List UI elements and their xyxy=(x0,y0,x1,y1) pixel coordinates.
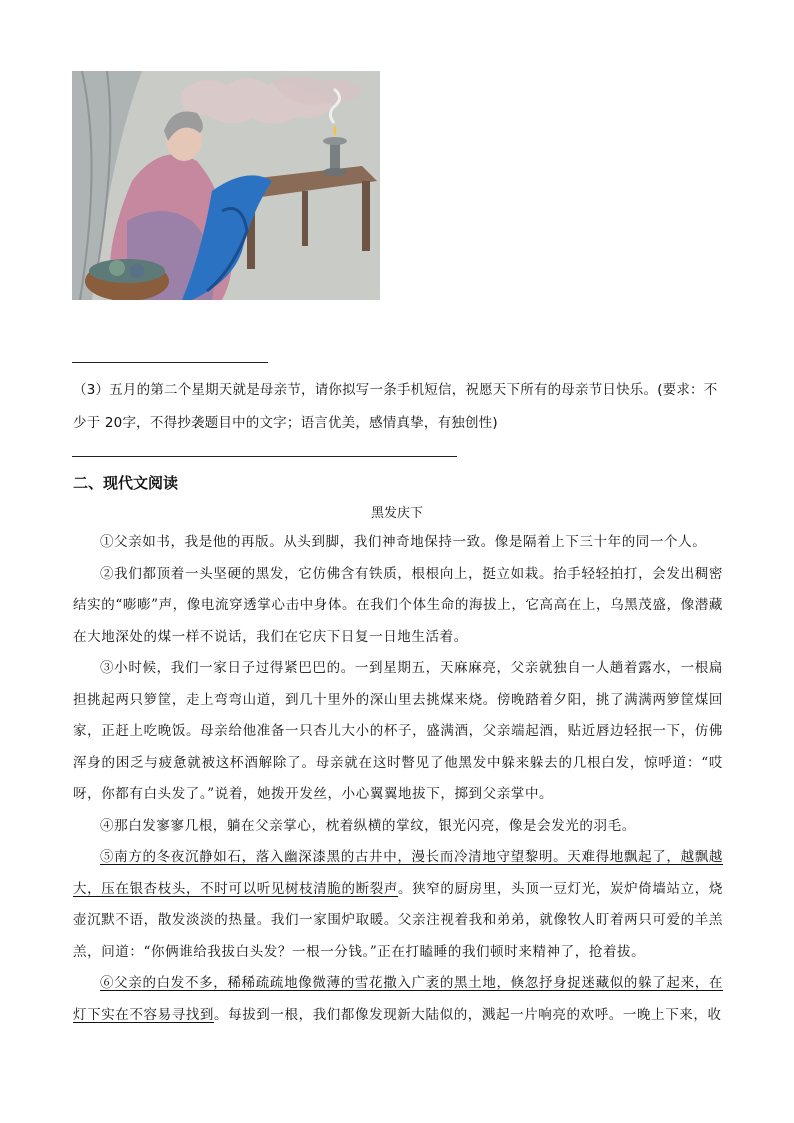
section-heading: 二、现代文阅读 xyxy=(73,474,179,492)
question-3: （3）五月的第二个星期天就是母亲节，请你拟写一条手机短信，祝愿天下所有的母亲节日快乐。(要求：不少于 20字，不得抄袭题目中的文字；语言优美，感情真挚，有独创性) xyxy=(73,382,718,431)
article-title: 黑发庆下 xyxy=(370,506,423,521)
underlined-sentence: ⑥父亲的白发不多，稀稀疏疏地像微薄的雪花撒入广袤的黑土地，倏忽抒身捉迷藏似的躲了起来，在灯下实在不容易寻找到 xyxy=(73,975,723,1023)
paragraph-text: 。每拔到一根，我们都像发现新大陆似的，溅起一片响亮的欢呼。一晚上下来，收 xyxy=(214,1006,722,1023)
paragraph-3: ③小时候，我们一家日子过得紧巴巴的。一到星期五，天麻麻亮，父亲就独自一人趟着露水，一根扁担挑起两只箩筐，走上弯弯山道，到几十里外的深山里去挑煤来烧。傍晚踏着夕阳，挑了满满两箩筐煤回家，正赶上吃晚饭。母亲给他准备一只杏儿大小的杯子，盛满酒，父亲端起酒，贴近唇边轻抿一下，仿佛浑身的困乏与疲惫就被这杯酒解除了。母亲就在这时瞥见了他黑发中躲来躲去的几根白发，惊呼道：“哎呀，你都有白头发了。”说着，她拨开发丝，小心翼翼地拔下，掷到父亲掌中。 xyxy=(73,660,723,802)
mother-sewing-illustration xyxy=(72,71,380,300)
paragraph-5 xyxy=(73,842,723,968)
paragraph-text: 。狭窄的厨房里，头顶一豆灯光，炭炉倚墙站立，烧壶沉默不语，散发淡淡的热量。我们一家围炉取暖。父亲注视着我和弟弟，就像牧人盯着两只可爱的羊羔羔，问道：“你俩谁给我拔白头发？一根一分钱。”正在打瞌睡的我们顿时来精神了，抢着拔。 xyxy=(73,880,723,960)
paragraph-1: ①父亲如书，我是他的再版。从头到脚，我们神奇地保持一致。像是隔着上下三十年的同一个人。 xyxy=(100,534,707,550)
paragraph-4: ④那白发寥寥几根，躺在父亲掌心，枕着纵横的掌纹，银光闪亮，像是会发光的羽毛。 xyxy=(100,817,636,834)
article-body xyxy=(73,527,723,1031)
answer-line xyxy=(72,456,457,457)
paragraph-6 xyxy=(73,968,723,1031)
underlined-sentence: ⑤南方的冬夜沉静如石，落入幽深漆黑的古井中，漫长而冷清地守望黎明。天难得地飘起了，越飘越大，压在银杏枝头，不时可以听见树枝清脆的断裂声 xyxy=(73,849,723,897)
answer-line xyxy=(72,362,268,363)
paragraph-2: ②我们都顶着一头坚硬的黑发，它仿佛含有铁质，根根向上，挺立如栽。抬手轻轻拍打，会发出稠密结实的“嘭嘭”声，像电流穿透掌心击中身体。在我们个体生命的海拔上，它高高在上，乌黑茂盛，像潜藏在大地深处的煤一样不说话，我们在它庆下日复一日地生活着。 xyxy=(73,565,723,645)
